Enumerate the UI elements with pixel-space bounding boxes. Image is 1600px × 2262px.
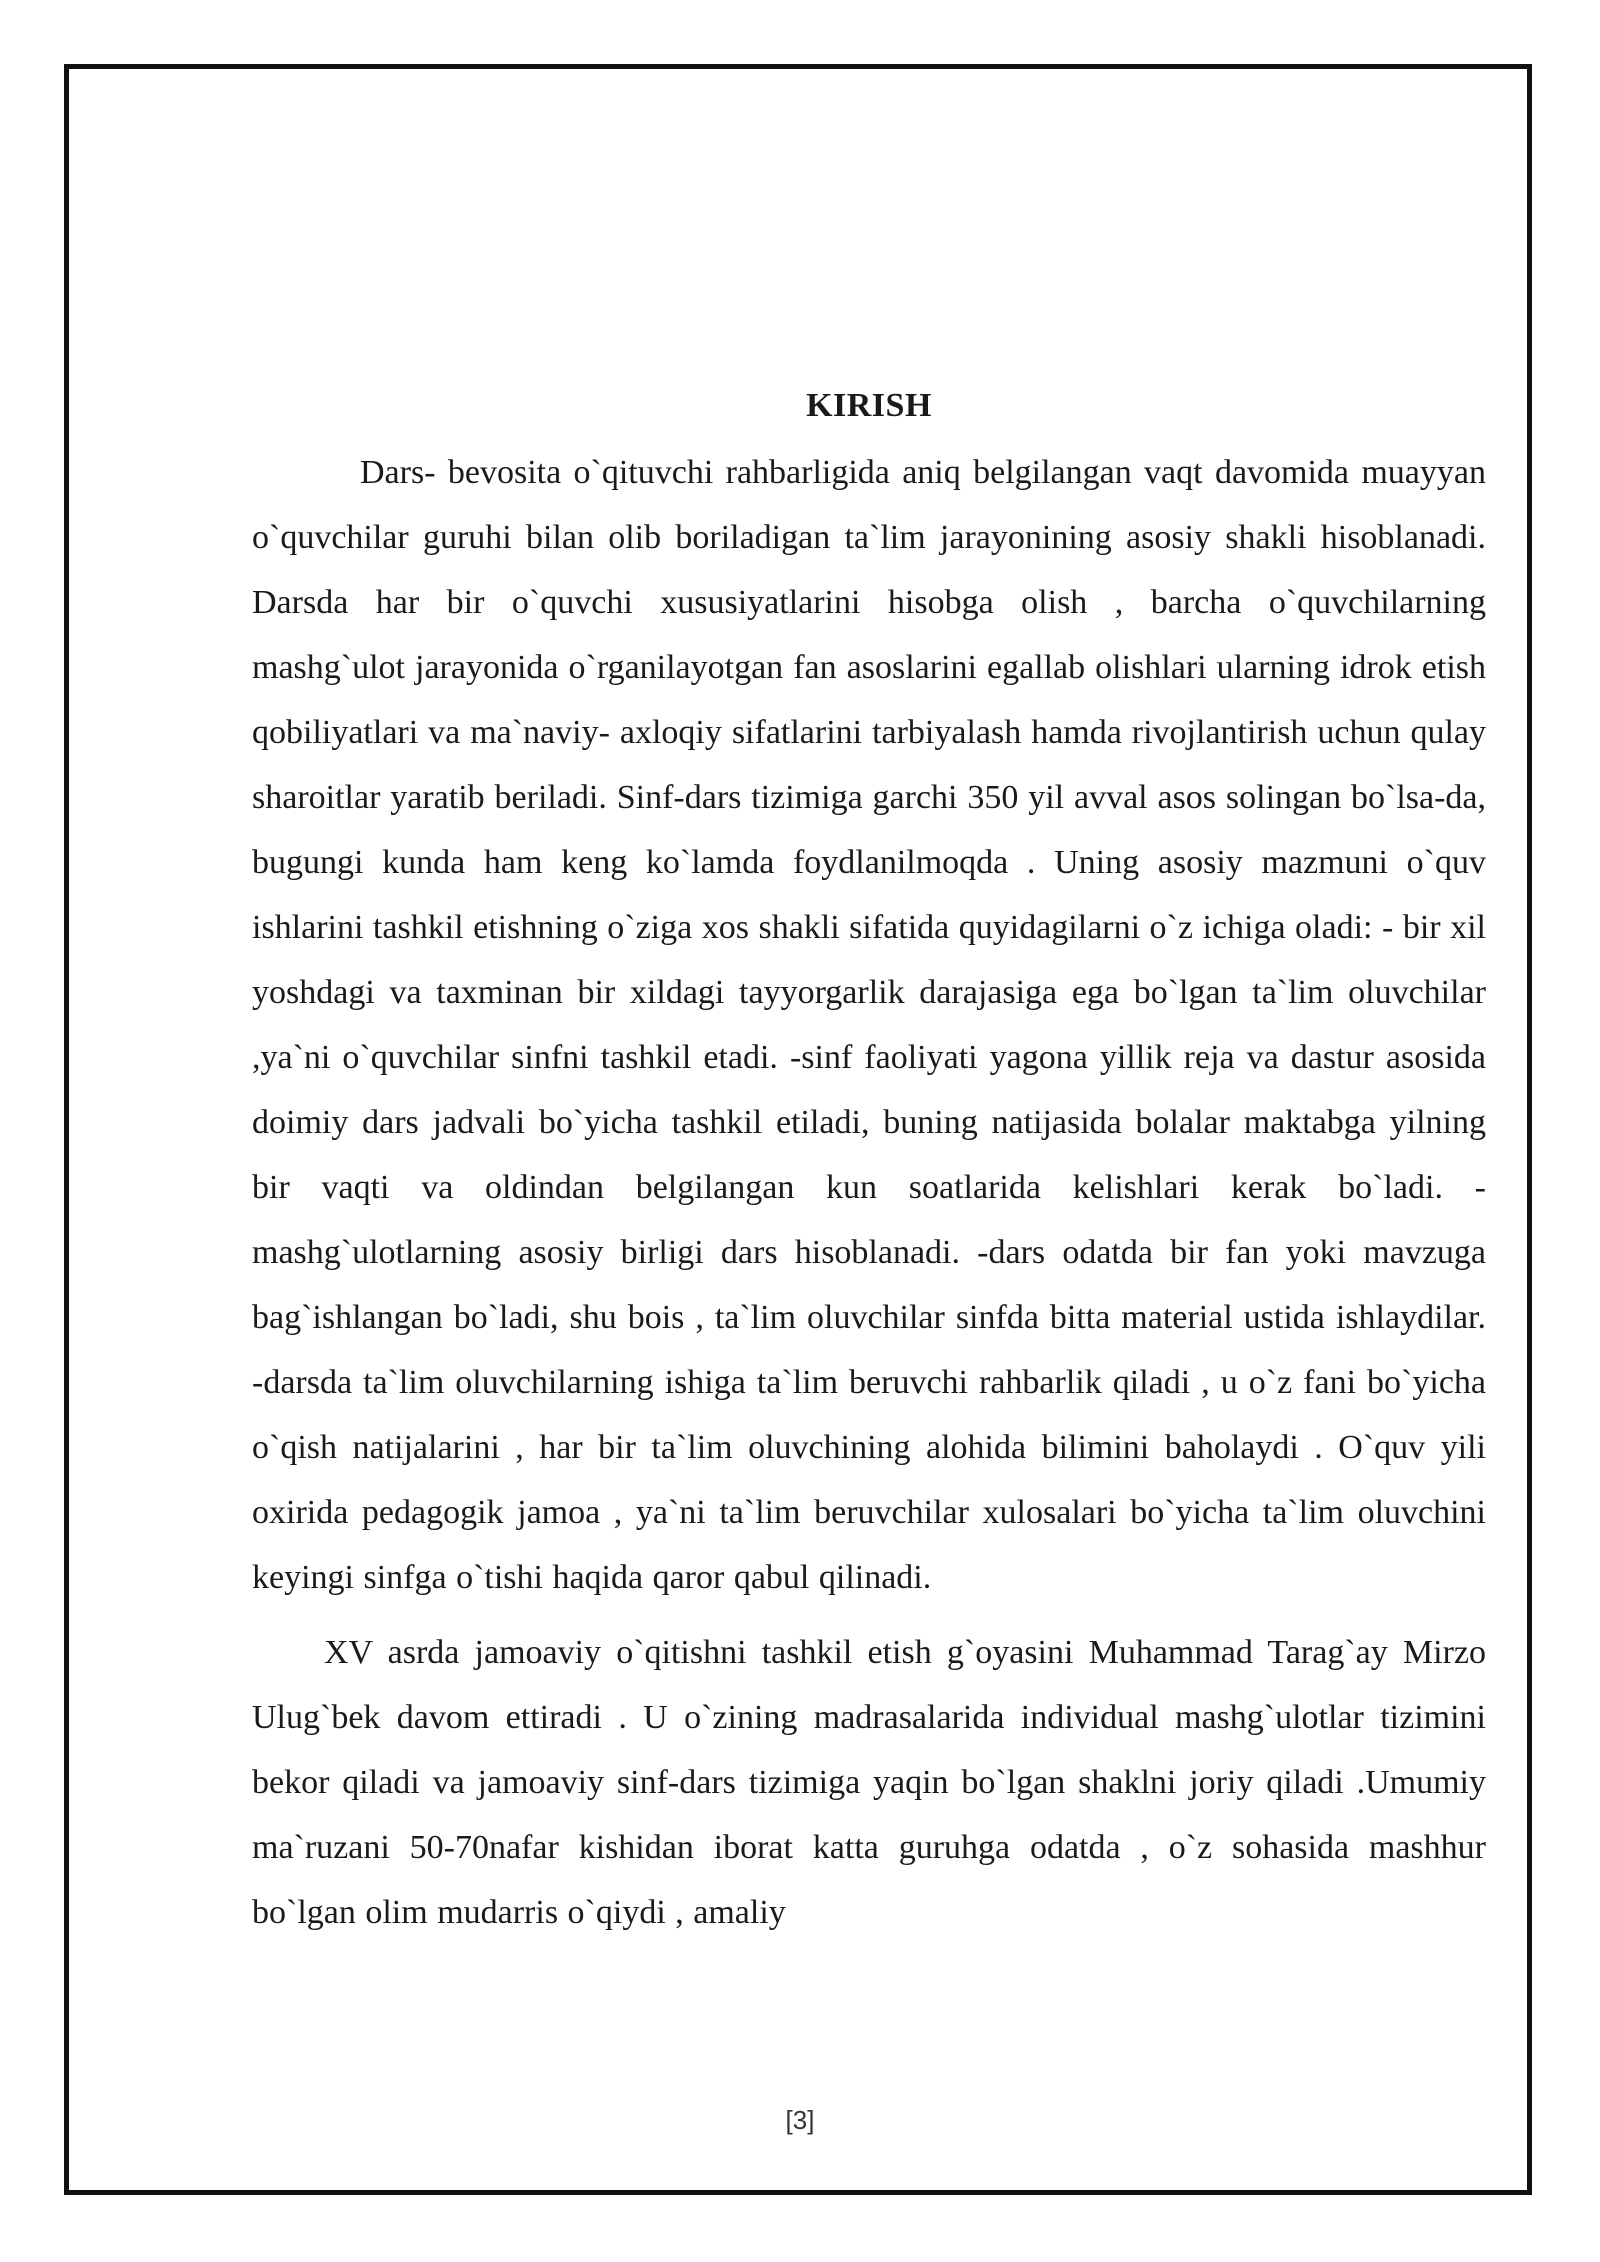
paragraph-2: XV asrda jamoaviy o`qitishni tashkil etish g`oyasini Muhammad Tarag`ay Mirzo Ulug`bek davom ettiradi . U o`zining madrasalarida individual mashg`ulotlar tizimini bekor qiladi va jamoaviy sinf-dars tizimiga yaqin bo`lgan shaklni joriy qiladi .Umumiy ma`ruzani 50-70nafar kishidan iborat katta guruhga odatda , o`z sohasida mashhur bo`lgan olim mudarris o`qiydi , amaliy xyxy=(252,1634,1486,1931)
document-body xyxy=(252,378,1486,1945)
document-title: KIRISH xyxy=(806,387,932,424)
page-number: [3] xyxy=(785,2105,815,2135)
paragraph-1: Dars- bevosita o`qituvchi rahbarligida aniq belgilangan vaqt davomida muayyan o`quvchilar guruhi bilan olib boriladigan ta`lim jarayonining asosiy shakli hisoblanadi. Darsda har bir o`quvchi xususiyatlarini hisobga olish , barcha o`quvchilarning mashg`ulot jarayonida o`rganilayotgan fan asoslarini egallab olishlari ularning idrok etish qobiliyatlari va ma`naviy- axloqiy sifatlarini tarbiyalash hamda rivojlantirish uchun qulay sharoitlar yaratib beriladi. Sinf-dars tizimiga garchi 350 yil avval asos solingan bo`lsa-da, bugungi kunda ham keng ko`lamda foydlanilmoqda . Uning asosiy mazmuni o`quv ishlarini tashkil etishning o`ziga xos shakli sifatida quyidagilarni o`z ichiga oladi: - bir xil yoshdagi va taxminan bir xildagi tayyorgarlik darajasiga ega bo`lgan ta`lim oluvchilar ,ya`ni o`quvchilar sinfni tashkil etadi. -sinf faoliyati yagona yillik reja va dastur asosida doimiy dars jadvali bo`yicha tashkil etiladi, buning natijasida bolalar maktabga yilning bir vaqti va oldindan belgilangan kun soatlarida kelishlari kerak bo`ladi. -mashg`ulotlarning asosiy birligi dars hisoblanadi. -dars odatda bir fan yoki mavzuga bag`ishlangan bo`ladi, shu bois , ta`lim oluvchilar sinfda bitta material ustida ishlaydilar. -darsda ta`lim oluvchilarning ishiga ta`lim beruvchi rahbarlik qiladi , u o`z fani bo`yicha o`qish natijalarini , har bir ta`lim oluvchining alohida bilimini baholaydi . O`quv yili oxirida pedagogik jamoa , ya`ni ta`lim beruvchilar xulosalari bo`yicha ta`lim oluvchini keyingi sinfga o`tishi haqida qaror qabul qilinadi. xyxy=(252,454,1486,1596)
